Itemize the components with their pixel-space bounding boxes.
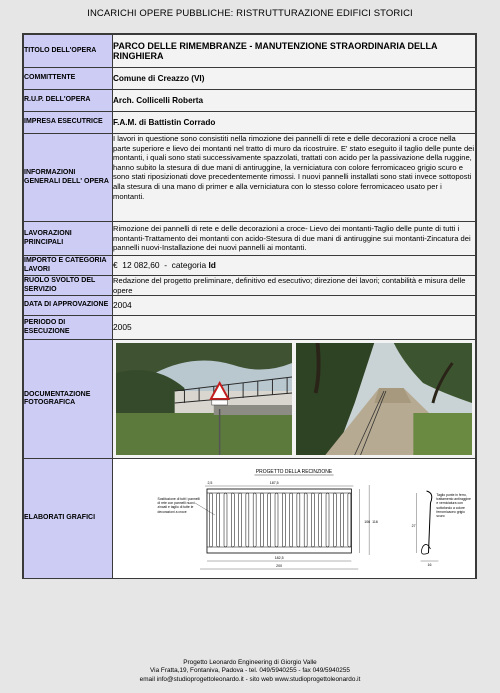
fence-bar xyxy=(260,493,263,547)
fence-bar xyxy=(239,493,242,547)
dim-side-label: 27 xyxy=(411,523,416,528)
label-elaborati: ELABORATI GRAFICI xyxy=(24,459,113,579)
row-importo xyxy=(24,256,476,276)
dim-height1-label: 106 xyxy=(364,519,371,524)
row-periodo xyxy=(24,316,476,340)
label-periodo: PERIODO DI ESECUZIONE xyxy=(24,316,113,340)
importo-amount: € 12 082,60 - categoria xyxy=(113,259,209,270)
value-elaborati xyxy=(113,459,476,579)
fence-bar xyxy=(290,493,293,547)
photo-railing-path xyxy=(296,343,472,455)
project-sheet xyxy=(22,33,477,579)
row-committente xyxy=(24,68,476,90)
value-importo xyxy=(113,256,476,276)
value-lavorazioni: Rimozione dei pannelli di rete e delle decorazioni a croce- Lievo dei montanti-Taglio delle punte di tutti i montanti-Trattamento dei montanti con acido-Stesura di due mani di antiruggine sui montanti-Zincatura dei pannelli nuovi-Installazione dei nuovi pannelli ai montanti. xyxy=(113,222,476,256)
label-documentazione: DOCUMENTAZIONE FOTOGRAFICA xyxy=(24,340,113,459)
footer-address: Via Fratta,19, Fontaniva, Padova - tel. 049/5940255 - fax 049/5940255 xyxy=(150,667,350,675)
label-rup: R.U.P. DELL'OPERA xyxy=(24,90,113,112)
fence-bar xyxy=(209,493,212,547)
footer-contacts: email info@studioprogettoleonardo.it - sito web www.studioprogettoleonardo.it xyxy=(139,675,361,683)
drawing-note-right: Taglio punte in ferro, trattamento antiruggine e verniciatura con sottofondo a colore ferromicaceo grigio scuro xyxy=(436,492,471,518)
footer xyxy=(0,659,500,684)
fence-bar xyxy=(246,493,249,547)
fence-bar xyxy=(333,493,336,547)
photo-railing-street xyxy=(116,343,292,455)
label-data: DATA DI APPROVAZIONE xyxy=(24,296,113,316)
dim-side-w-label: 16 xyxy=(427,562,432,567)
drawing-note-left: Sostituzione di tutti i pannelli di rete con pannelli nuovi zincati e taglio di tutte le decorazioni a croce xyxy=(157,496,200,514)
row-lavorazioni xyxy=(24,222,476,256)
value-rup: Arch. Collicelli Roberta xyxy=(113,90,476,112)
dim-top-label: 187,5 xyxy=(269,480,279,485)
label-importo: IMPORTO E CATEGORIA LAVORI xyxy=(24,256,113,276)
value-committente: Comune di Creazzo (VI) xyxy=(113,68,476,90)
value-informazioni: I lavori in questione sono consistiti nella rimozione dei pannelli di rete e delle decorazioni a croce nella parte superiore e lievo dei montanti nel tratto di muro da ricostruire. E' stato eseguito il taglio delle punte dei montanti, i quali sono stati successivamente spazzolati, trattati con acido per la passivazione della ruggine, hanno subito la stesura di due mani di antiruggine, la verniciatura con colore ferromicaceo grigio scuro e sono stati riposizionati dove precedentemente rimossi. I nuovi pannelli installati sono stati invece sottoposti alla stesura di una mano di primer e alla verniciatura con lo stesso colore ferromicaceo usato per i montanti. xyxy=(113,134,476,222)
fence-bar xyxy=(282,493,285,547)
label-impresa: IMPRESA ESECUTRICE xyxy=(24,112,113,134)
label-ruolo: RUOLO SVOLTO DEL SERVIZIO xyxy=(24,276,113,296)
fence-bar xyxy=(341,493,344,547)
row-documentazione xyxy=(24,340,476,459)
dim-small-label: 2,5 xyxy=(207,480,213,485)
fence-bar xyxy=(217,493,220,547)
label-titolo: TITOLO DELL'OPERA xyxy=(24,35,113,68)
dim-bottom2-label: 200 xyxy=(276,563,283,568)
photo-strip xyxy=(113,343,475,455)
fence-bar xyxy=(311,493,314,547)
label-lavorazioni: LAVORAZIONI PRINCIPALI xyxy=(24,222,113,256)
fence-bar xyxy=(275,493,278,547)
value-documentazione xyxy=(113,340,476,459)
fence-bar xyxy=(268,493,271,547)
importo-category: Id xyxy=(208,259,216,270)
project-table xyxy=(23,34,476,579)
fence-bars xyxy=(209,493,350,547)
fence-bar xyxy=(253,493,256,547)
fence-drawing xyxy=(113,463,475,575)
fence-bar xyxy=(326,493,329,547)
fence-bar xyxy=(319,493,322,547)
value-titolo: PARCO DELLE RIMEMBRANZE - MANUTENZIONE STRAORDINARIA DELLA RINGHIERA xyxy=(113,35,476,68)
fence-bar xyxy=(348,493,351,547)
row-titolo xyxy=(24,35,476,68)
drawing-title: PROGETTO DELLA RECINZIONE xyxy=(255,469,333,475)
label-committente: COMMITTENTE xyxy=(24,68,113,90)
fence-bar xyxy=(231,493,234,547)
value-data: 2004 xyxy=(113,296,476,316)
row-impresa xyxy=(24,112,476,134)
label-informazioni: INFORMAZIONI GENERALI DELL' OPERA xyxy=(24,134,113,222)
row-elaborati xyxy=(24,459,476,579)
value-impresa: F.A.M. di Battistin Corrado xyxy=(113,112,476,134)
row-data xyxy=(24,296,476,316)
value-ruolo: Redazione del progetto preliminare, definitivo ed esecutivo; direzione dei lavori; contabilità e misura delle opere xyxy=(113,276,476,296)
row-ruolo xyxy=(24,276,476,296)
row-rup xyxy=(24,90,476,112)
fence-bar xyxy=(297,493,300,547)
row-informazioni xyxy=(24,134,476,222)
fence-bar xyxy=(304,493,307,547)
value-periodo: 2005 xyxy=(113,316,476,340)
footer-company: Progetto Leonardo Engineering di Giorgio Valle xyxy=(183,659,317,666)
dim-bottom1-label: 182,5 xyxy=(274,555,284,560)
page-title: INCARICHI OPERE PUBBLICHE: RISTRUTTURAZIONE EDIFICI STORICI xyxy=(87,8,413,19)
dim-height2-label: 116 xyxy=(372,519,378,524)
fence-bar xyxy=(224,493,227,547)
